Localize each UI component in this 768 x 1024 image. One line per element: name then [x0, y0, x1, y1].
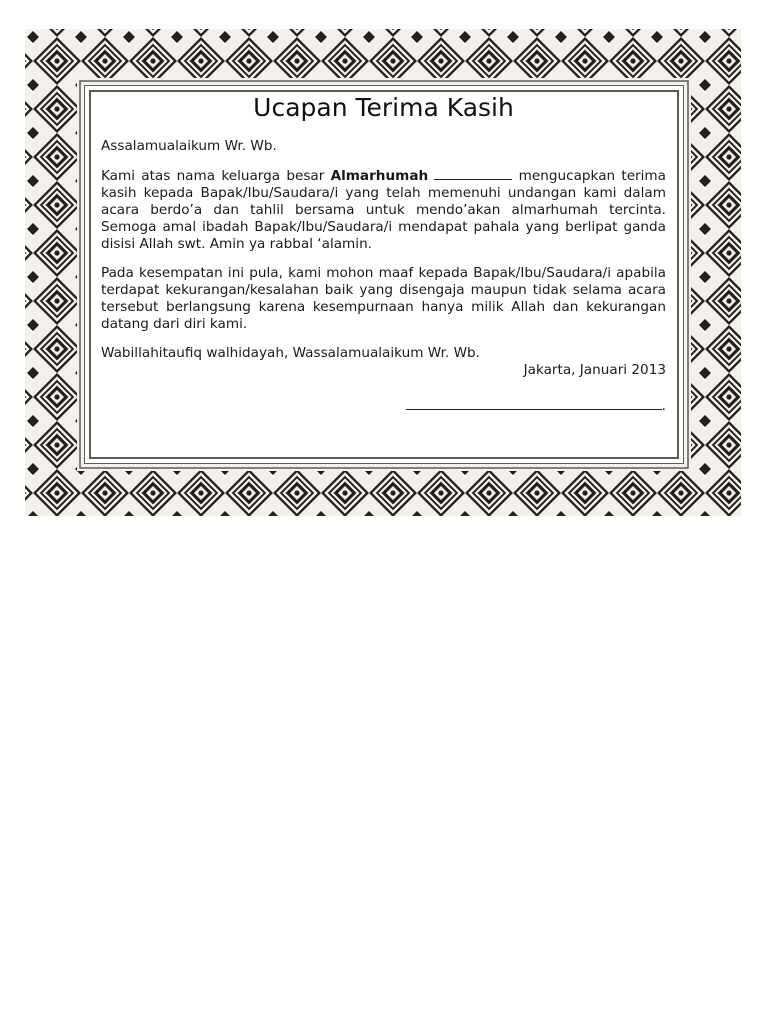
message-content: [101, 92, 666, 415]
message-panel: [84, 85, 684, 464]
name-blank: [434, 167, 512, 180]
thank-you-card: [25, 29, 741, 516]
paragraph-thanks: [101, 167, 666, 253]
card-title: Ucapan Terima Kasih: [253, 93, 514, 122]
paragraph-thanks-start: Kami atas nama keluarga besar: [101, 168, 331, 184]
place-date: Jakarta, Januari 2013: [523, 362, 666, 378]
paragraph-thanks-rest: mengucapkan terima kasih kepada Bapak/Ibu/Saudara/i yang telah memenuhi undangan kami dalam acara berdo’a dan tahlil bersama untuk mendo’akan almarhumah tercinta. Semoga amal ibadah Bapak/Ibu/Saudara/i mendapat pahala yang berlipat ganda disisi Allah swt. Amin ya rabbal ‘alamin.: [101, 168, 667, 252]
deceased-label: Almarhumah: [330, 168, 429, 184]
signature-line: [101, 395, 666, 415]
closing-line: Wabillahitaufiq walhidayah, Wassalamualaikum Wr. Wb.: [101, 345, 480, 361]
signature-suffix: .: [661, 398, 666, 414]
greeting: Assalamualaikum Wr. Wb.: [101, 138, 277, 154]
signature-blank: [406, 395, 662, 410]
paragraph-apology: Pada kesempatan ini pula, kami mohon maaf kepada Bapak/Ibu/Saudara/i apabila terdapat kekurangan/kesalahan baik yang disengaja maupun tidak selama acara tersebut berlangsung karena kesempurnaan hanya milik Allah dan kekurangan datang dari diri kami.: [101, 265, 666, 332]
